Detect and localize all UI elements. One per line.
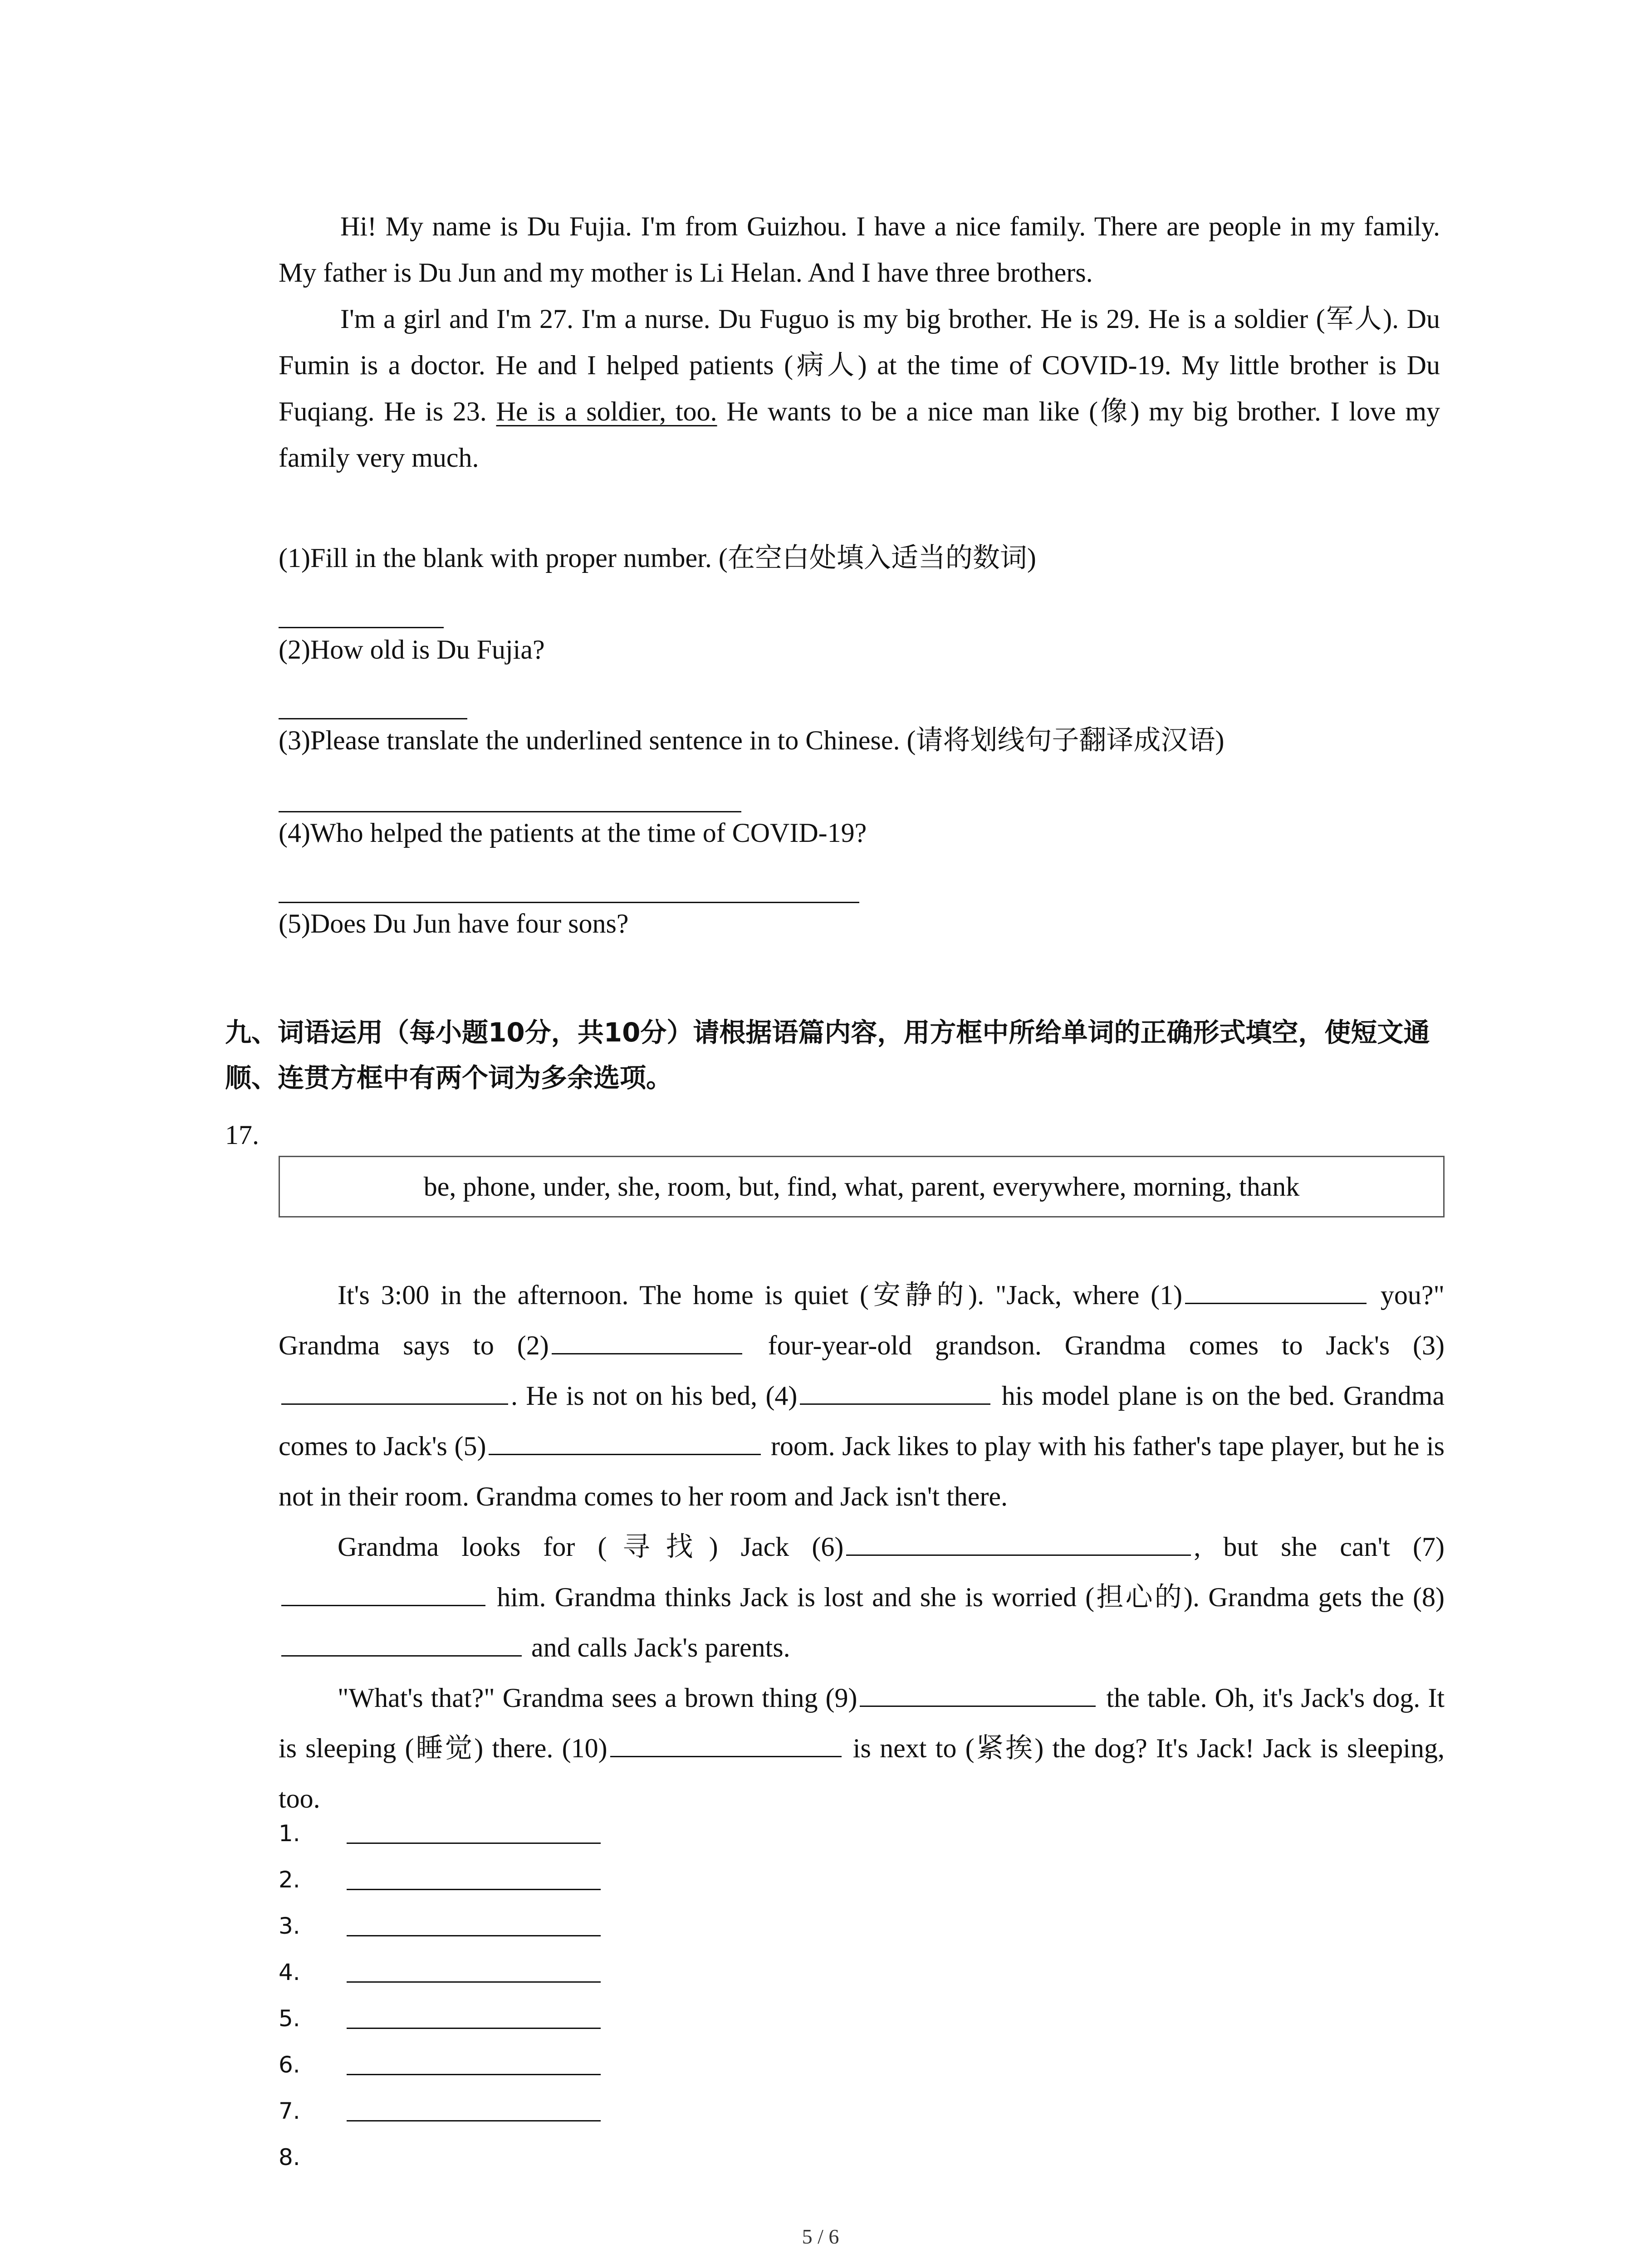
blank-8[interactable] [281, 1628, 522, 1657]
story-text: and calls Jack's parents. [524, 1633, 790, 1662]
answer-number: 3. [279, 1913, 300, 1939]
story-text: is next to (紧挨) the dog? It's Jack! Jack is sleeping, too. [279, 1733, 1445, 1813]
underlined-sentence: He is a soldier, too. [496, 396, 717, 426]
story-text: It's 3:00 in the afternoon. The home is quiet (安静的). "Jack, where (1) [338, 1280, 1183, 1310]
story-text: four-year-old grandson. Grandma comes to Jack's (3) [745, 1330, 1445, 1360]
answer-blank[interactable] [347, 1935, 601, 1936]
answer-line-1[interactable] [279, 627, 444, 628]
blank-7[interactable] [281, 1578, 485, 1606]
cloze-passage-2 [279, 1522, 1445, 1673]
answer-blank[interactable] [347, 2074, 601, 2075]
answer-line-4[interactable] [279, 902, 859, 903]
blank-3[interactable] [281, 1376, 508, 1405]
answer-number: 5. [279, 2005, 300, 2032]
blank-10[interactable] [610, 1729, 842, 1757]
blank-4[interactable] [800, 1376, 990, 1405]
passage-paragraph-1: Hi! My name is Du Fujia. I'm from Guizhou. I have a nice family. There are people in my family. My father is Du Jun and my mother is Li Helan. And I have three brothers. [279, 211, 1440, 288]
story-text: his model plane is on the bed. Grandma comes to Jack's (5) [279, 1381, 1445, 1461]
story-text: Grandma looks for (寻找) Jack (6) [338, 1532, 844, 1562]
cloze-passage-1 [279, 1270, 1445, 1522]
story-text: you?" Grandma says to (2) [279, 1280, 1445, 1360]
word-box-text: be, phone, under, she, room, but, find, what, parent, everywhere, morning, thank [423, 1171, 1300, 1202]
answer-blank[interactable] [347, 1843, 601, 1844]
answer-number: 6. [279, 2052, 300, 2078]
blank-1[interactable] [1185, 1276, 1367, 1304]
answer-blank[interactable] [347, 1981, 601, 1983]
answer-number: 2. [279, 1867, 300, 1893]
answer-number: 4. [279, 1959, 300, 1985]
passage-text: He wants to be a nice man like (像) my big brother. I love my family very much. [279, 396, 1440, 473]
question-3: (3)Please translate the underlined sentence in to Chinese. (请将划线句子翻译成汉语) [279, 725, 1225, 755]
question-2: (2)How old is Du Fujia? [279, 635, 545, 665]
question-number: 17. [225, 1120, 259, 1150]
blank-9[interactable] [860, 1678, 1096, 1707]
story-text: . He is not on his bed, (4) [511, 1381, 798, 1411]
question-5: (5)Does Du Jun have four sons? [279, 909, 629, 938]
question-1: (1)Fill in the blank with proper number. (在空白处填入适当的数词) [279, 543, 1036, 573]
page-number: 5 / 6 [802, 2225, 839, 2248]
word-box [279, 1156, 1445, 1217]
answer-blank[interactable] [347, 2028, 601, 2029]
answer-blank[interactable] [347, 2120, 601, 2121]
cloze-passage-3 [279, 1673, 1445, 1824]
answer-number: 1. [279, 1820, 300, 1847]
answer-line-3[interactable] [279, 811, 741, 812]
answer-number: 8. [279, 2144, 300, 2170]
blank-6[interactable] [846, 1527, 1191, 1556]
answer-line-2[interactable] [279, 718, 467, 719]
answer-blank[interactable] [347, 1889, 601, 1890]
section-heading: 九、词语运用（每小题10分，共10分）请根据语篇内容，用方框中所给单词的正确形式填空，使短文通顺、连贯方框中有两个词为多余选项。 [225, 1017, 1430, 1093]
story-text: , but she can't (7) [1194, 1532, 1445, 1562]
passage-text: I'm a girl and I'm 27. I'm a nurse. Du Fuguo is my big brother. He is 29. He is a soldier (军人). Du Fumin is a doctor. He and I helped patients (病人) at the time of COVID-19. My little brother is Du Fuqiang. He is 23. [279, 304, 1440, 426]
question-4: (4)Who helped the patients at the time of COVID-19? [279, 818, 867, 848]
story-text: him. Grandma thinks Jack is lost and she is worried (担心的). Grandma gets the (8) [488, 1582, 1445, 1612]
blank-2[interactable] [552, 1326, 742, 1354]
story-text: room. Jack likes to play with his father's tape player, but he is not in their room. Grandma comes to her room and Jack isn't there. [279, 1431, 1445, 1511]
blank-5[interactable] [489, 1427, 761, 1455]
story-text: the table. Oh, it's Jack's dog. It is sleeping (睡觉) there. (10) [279, 1683, 1445, 1763]
story-text: "What's that?" Grandma sees a brown thing (9) [338, 1683, 857, 1713]
passage-paragraph-2 [279, 296, 1440, 481]
answer-number: 7. [279, 2098, 300, 2124]
